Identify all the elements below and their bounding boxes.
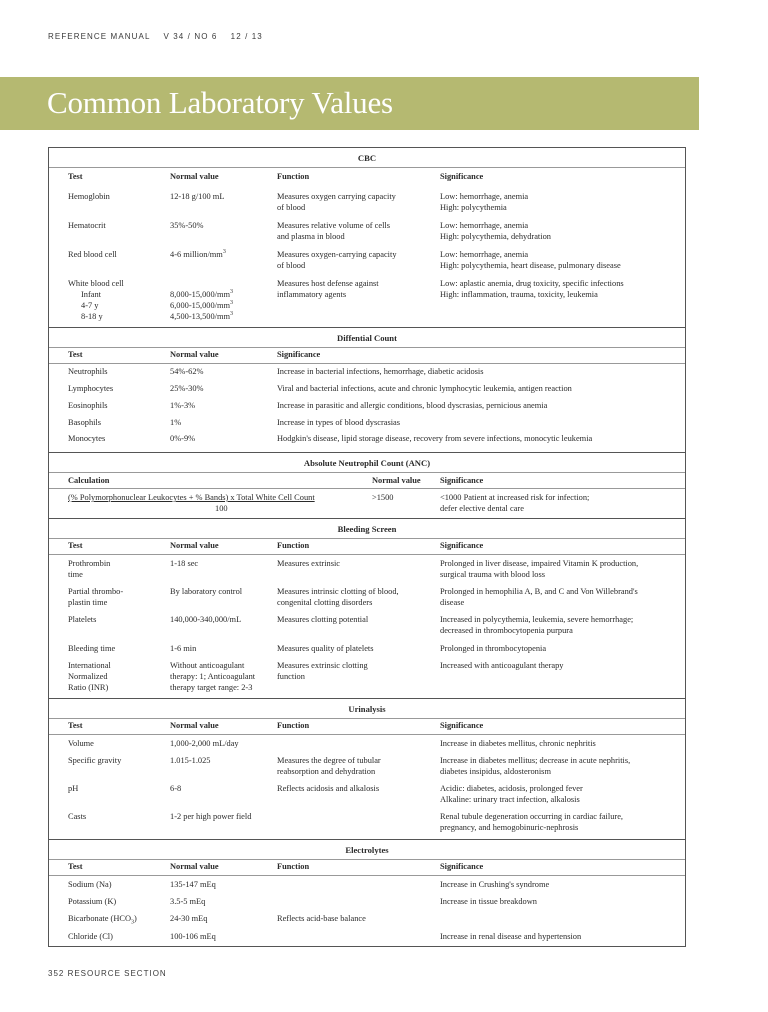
bleeding-normal: By laboratory control bbox=[170, 587, 243, 596]
cbc-function: inflammatory agents bbox=[277, 290, 347, 299]
urinalysis-significance: diabetes insipidus, aldosteronism bbox=[440, 767, 551, 776]
cbc-function: Measures oxygen carrying capacity bbox=[277, 192, 396, 201]
bleeding-significance: disease bbox=[440, 598, 465, 607]
bleeding-test: Prothrombin bbox=[68, 559, 111, 568]
electrolyte-test: Potassium (K) bbox=[68, 897, 117, 906]
electrolyte-significance: Increase in renal disease and hypertension bbox=[440, 932, 582, 941]
bleeding-normal: 1-6 min bbox=[170, 644, 197, 653]
col-header-normal: Normal value bbox=[372, 476, 421, 485]
col-header-significance: Significance bbox=[440, 721, 484, 730]
cbc-test: Red blood cell bbox=[68, 250, 117, 259]
col-header-significance: Significance bbox=[277, 350, 321, 359]
title-band bbox=[0, 77, 699, 130]
col-header-significance: Significance bbox=[440, 862, 484, 871]
col-header-normal: Normal value bbox=[170, 862, 219, 871]
bleeding-function: Measures intrinsic clotting of blood, bbox=[277, 587, 399, 596]
urinalysis-significance: Increase in diabetes mellitus; decrease in acute nephritis, bbox=[440, 756, 631, 765]
bleeding-significance: Prolonged in hemophilia A, B, and C and Von Willebrand's bbox=[440, 587, 638, 596]
lab-values-table bbox=[48, 147, 686, 947]
bleeding-function: Measures quality of platelets bbox=[277, 644, 374, 653]
diff-normal: 25%-30% bbox=[170, 384, 204, 393]
electrolyte-function: Reflects acid-base balance bbox=[277, 914, 366, 923]
cbc-function: Measures host defense against bbox=[277, 279, 379, 288]
urinalysis-function: Reflects acidosis and alkalosis bbox=[277, 784, 380, 793]
bleeding-function: Measures clotting potential bbox=[277, 615, 369, 624]
cbc-function: and plasma in blood bbox=[277, 232, 345, 241]
divider bbox=[49, 472, 685, 473]
diff-significance: Increase in types of blood dyscrasias bbox=[277, 418, 401, 427]
divider bbox=[49, 538, 685, 539]
col-header-normal: Normal value bbox=[170, 172, 219, 181]
bleeding-function: function bbox=[277, 672, 305, 681]
section-title-urinalysis: Urinalysis bbox=[348, 704, 386, 714]
urinalysis-test: Casts bbox=[68, 812, 87, 821]
bleeding-significance: Increased with anticoagulant therapy bbox=[440, 661, 564, 670]
urinalysis-test: pH bbox=[68, 784, 79, 793]
urinalysis-significance: pregnancy, and hemogobinuric-nephrosis bbox=[440, 823, 579, 832]
cbc-test: Hemoglobin bbox=[68, 192, 110, 201]
bleeding-significance: surgical trauma with blood loss bbox=[440, 570, 545, 579]
col-header-normal: Normal value bbox=[170, 721, 219, 730]
diff-significance: Hodgkin's disease, lipid storage disease, recovery from severe infections, monocytic leukemia bbox=[277, 434, 593, 443]
cbc-subgroup: 8-18 y bbox=[81, 312, 103, 321]
cbc-subgroup: 4-7 y bbox=[81, 301, 99, 310]
bleeding-significance: Increased in polycythemia, leukemia, severe hemorrhage; bbox=[440, 615, 634, 624]
urinalysis-significance: Alkaline: urinary tract infection, alkalosis bbox=[440, 795, 580, 804]
diff-significance: Viral and bacterial infections, acute and chronic lymphocytic leukemia, antigen reaction bbox=[277, 384, 572, 393]
col-header-test: Test bbox=[68, 721, 83, 730]
section-title-anc: Absolute Neutrophil Count (ANC) bbox=[303, 458, 431, 468]
diff-test: Eosinophils bbox=[68, 401, 108, 410]
anc-normal: >1500 bbox=[372, 493, 394, 502]
cbc-normal: 4-6 million/$mm^3$ bbox=[170, 249, 226, 259]
diff-significance: Increase in parasitic and allergic conditions, blood dyscrasias, pernicious anemia bbox=[277, 401, 548, 410]
page-footer: 352 RESOURCE SECTION bbox=[48, 969, 167, 978]
col-header-normal: Normal value bbox=[170, 541, 219, 550]
bleeding-test: Normalized bbox=[68, 672, 108, 681]
col-header-function: Function bbox=[277, 721, 310, 730]
col-header-function: Function bbox=[277, 541, 310, 550]
bleeding-test: plastin time bbox=[68, 598, 108, 607]
cbc-significance: Low: hemorrhage, anemia bbox=[440, 221, 529, 230]
cbc-function: of blood bbox=[277, 203, 306, 212]
electrolyte-test: Sodium (Na) bbox=[68, 880, 112, 889]
col-header-significance: Significance bbox=[440, 476, 484, 485]
divider bbox=[49, 734, 685, 735]
cbc-normal: $4,500-13,500/mm^3$ bbox=[170, 311, 234, 321]
electrolyte-significance: Increase in Crushing's syndrome bbox=[440, 880, 550, 889]
section-divider bbox=[49, 452, 685, 453]
divider bbox=[49, 488, 685, 489]
urinalysis-significance: Increase in diabetes mellitus, chronic nephritis bbox=[440, 739, 596, 748]
electrolyte-normal: 135-147 mEq bbox=[170, 880, 216, 889]
urinalysis-significance: Renal tubule degeneration occurring in cardiac failure, bbox=[440, 812, 624, 821]
section-divider bbox=[49, 518, 685, 519]
divider bbox=[49, 554, 685, 555]
cbc-test: Hematocrit bbox=[68, 221, 106, 230]
bleeding-significance: Prolonged in thrombocytopenia bbox=[440, 644, 547, 653]
page-title: Common Laboratory Values bbox=[47, 85, 393, 120]
urinalysis-function: Measures the degree of tubular bbox=[277, 756, 381, 765]
divider bbox=[49, 167, 685, 168]
bleeding-function: congenital clotting disorders bbox=[277, 598, 373, 607]
cbc-significance: Low: aplastic anemia, drug toxicity, specific infections bbox=[440, 279, 624, 288]
anc-significance: defer elective dental care bbox=[440, 504, 524, 513]
bleeding-test: Partial thrombo- bbox=[68, 587, 124, 596]
anc-formula-denominator: 100 bbox=[215, 504, 228, 513]
section-title-electrolytes: Electrolytes bbox=[345, 845, 389, 855]
electrolyte-test: Bicarbonate $(HCO_3)$ bbox=[68, 914, 137, 926]
divider bbox=[49, 718, 685, 719]
bleeding-significance: Prolonged in liver disease, impaired Vitamin K production, bbox=[440, 559, 639, 568]
divider bbox=[49, 363, 685, 364]
diff-normal: 1% bbox=[170, 418, 182, 427]
col-header-normal: Normal value bbox=[170, 350, 219, 359]
electrolyte-normal: 3.5-5 mEq bbox=[170, 897, 206, 906]
col-header-test: Test bbox=[68, 541, 83, 550]
divider bbox=[49, 875, 685, 876]
cbc-normal: $8,000-15,000/mm^3$ bbox=[170, 289, 234, 299]
cbc-function: Measures oxygen-carrying capacity bbox=[277, 250, 397, 259]
cbc-normal: $6,000-15,000/mm^3$ bbox=[170, 300, 234, 310]
cbc-function: of blood bbox=[277, 261, 306, 270]
electrolyte-normal: 24-30 mEq bbox=[170, 914, 208, 923]
section-title-differential: Diffential Count bbox=[337, 333, 397, 343]
urinalysis-normal: 1,000-2,000 mL/day bbox=[170, 739, 239, 748]
cbc-significance: High: polycythemia bbox=[440, 203, 507, 212]
anc-significance: <1000 Patient at increased risk for infection; bbox=[440, 493, 590, 502]
bleeding-normal: therapy: 1; Anticoagulant bbox=[170, 672, 256, 681]
section-title-cbc: CBC bbox=[357, 153, 377, 163]
diff-test: Neutrophils bbox=[68, 367, 108, 376]
col-header-test: Test bbox=[68, 862, 83, 871]
col-header-calculation: Calculation bbox=[68, 476, 110, 485]
col-header-test: Test bbox=[68, 350, 83, 359]
bleeding-test: Bleeding time bbox=[68, 644, 116, 653]
cbc-significance: High: polycythemia, dehydration bbox=[440, 232, 551, 241]
bleeding-test: International bbox=[68, 661, 111, 670]
diff-test: Basophils bbox=[68, 418, 102, 427]
col-header-test: Test bbox=[68, 172, 83, 181]
col-header-function: Function bbox=[277, 862, 310, 871]
diff-test: Monocytes bbox=[68, 434, 106, 443]
urinalysis-test: Specific gravity bbox=[68, 756, 122, 765]
cbc-test: White blood cell bbox=[68, 279, 124, 288]
divider bbox=[49, 347, 685, 348]
cbc-significance: High: polycythemia, heart disease, pulmonary disease bbox=[440, 261, 621, 270]
diff-normal: 0%-9% bbox=[170, 434, 196, 443]
urinalysis-normal: 1.015-1.025 bbox=[170, 756, 211, 765]
divider bbox=[49, 859, 685, 860]
section-title-bleeding: Bleeding Screen bbox=[337, 524, 397, 534]
urinalysis-significance: Acidic: diabetes, acidosis, prolonged fever bbox=[440, 784, 583, 793]
section-divider bbox=[49, 839, 685, 840]
urinalysis-function: reabsorption and dehydration bbox=[277, 767, 376, 776]
section-divider bbox=[49, 698, 685, 699]
col-header-significance: Significance bbox=[440, 172, 484, 181]
diff-normal: 1%-3% bbox=[170, 401, 196, 410]
cbc-normal: 35%-50% bbox=[170, 221, 204, 230]
electrolyte-test: Chloride (Cl) bbox=[68, 932, 113, 941]
bleeding-significance: decreased in thrombocytopenia purpura bbox=[440, 626, 573, 635]
bleeding-normal: 1-18 sec bbox=[170, 559, 199, 568]
bleeding-test: Platelets bbox=[68, 615, 97, 624]
urinalysis-normal: 6-8 bbox=[170, 784, 182, 793]
cbc-subgroup: Infant bbox=[81, 290, 101, 299]
bleeding-function: Measures extrinsic clotting bbox=[277, 661, 368, 670]
bleeding-normal: Without anticoagulant bbox=[170, 661, 245, 670]
bleeding-normal: therapy target range: 2-3 bbox=[170, 683, 253, 692]
cbc-significance: Low: hemorrhage, anemia bbox=[440, 192, 529, 201]
electrolyte-normal: 100-106 mEq bbox=[170, 932, 216, 941]
cbc-significance: High: inflammation, trauma, toxicity, leukemia bbox=[440, 290, 598, 299]
bleeding-normal: 140,000-340,000/mL bbox=[170, 615, 242, 624]
diff-normal: 54%-62% bbox=[170, 367, 204, 376]
urinalysis-test: Volume bbox=[68, 739, 94, 748]
anc-formula-numerator: (% Polymorphonuclear Leukocytes + % Bands) x Total White Cell Count bbox=[68, 493, 315, 502]
urinalysis-normal: 1-2 per high power field bbox=[170, 812, 252, 821]
bleeding-test: Ratio (INR) bbox=[68, 683, 109, 692]
cbc-function: Measures relative volume of cells bbox=[277, 221, 391, 230]
bleeding-test: time bbox=[68, 570, 83, 579]
electrolyte-significance: Increase in tissue breakdown bbox=[440, 897, 537, 906]
running-head: REFERENCE MANUAL V 34 / NO 6 12 / 13 bbox=[48, 32, 263, 41]
col-header-function: Function bbox=[277, 172, 310, 181]
bleeding-function: Measures extrinsic bbox=[277, 559, 341, 568]
cbc-significance: Low: hemorrhage, anemia bbox=[440, 250, 529, 259]
cbc-normal: 12-18 g/100 mL bbox=[170, 192, 225, 201]
diff-significance: Increase in bacterial infections, hemorrhage, diabetic acidosis bbox=[277, 367, 484, 376]
section-divider bbox=[49, 327, 685, 328]
diff-test: Lymphocytes bbox=[68, 384, 114, 393]
col-header-significance: Significance bbox=[440, 541, 484, 550]
